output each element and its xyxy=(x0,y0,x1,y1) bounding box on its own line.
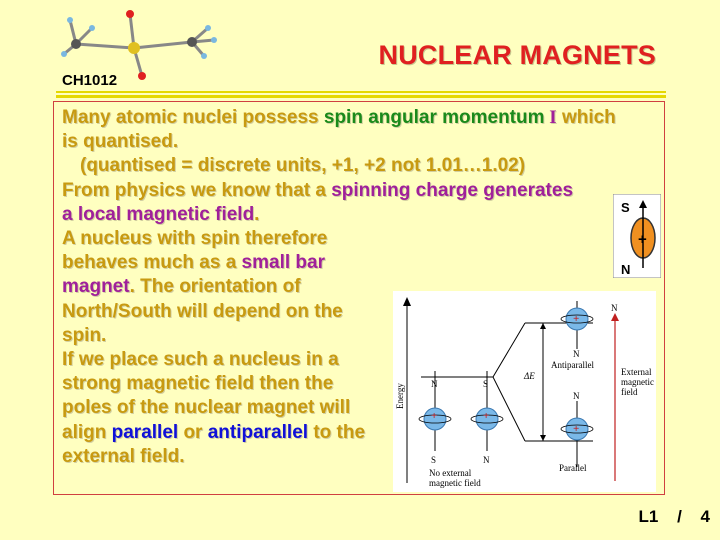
body-text: If we place such a nucleus in a strong magnetic field then the poles of the nuclear magnet will align xyxy=(62,349,351,443)
parallel-label: Parallel xyxy=(559,463,587,473)
slide-title: NUCLEAR MAGNETS xyxy=(378,40,656,70)
slide-footer xyxy=(638,507,710,527)
body-text: which is quantised. xyxy=(62,107,616,153)
body-text: Many atomic nuclei possess xyxy=(62,107,324,128)
north-label: N xyxy=(621,262,631,277)
nucleus-icon xyxy=(561,301,593,349)
north-label: N xyxy=(611,303,618,313)
highlight-small-bar-magnet: small bar magnet xyxy=(62,252,325,298)
north-label: N xyxy=(483,455,490,465)
body-text: . xyxy=(254,203,260,225)
body-text: or xyxy=(178,421,208,443)
symbol-i: I xyxy=(544,107,557,128)
energy-level-diagram xyxy=(393,291,656,492)
north-label: N xyxy=(431,379,438,389)
title-rule xyxy=(56,91,666,93)
plus-label: + xyxy=(573,313,580,325)
energy-axis-label: Energy xyxy=(395,383,405,409)
body-text: to the external field. xyxy=(62,421,366,467)
highlight-spinning-charge: spinning charge generates a local magnetic field xyxy=(62,179,574,225)
south-label: S xyxy=(431,455,437,465)
delta-e-label: ΔE xyxy=(524,371,535,381)
page-number: 4 xyxy=(700,507,710,526)
body-text: (quantised = discrete units, +1, +2 not 1.01…1.02) xyxy=(80,155,526,177)
body-text: From physics we know that a xyxy=(62,179,332,201)
highlight-parallel: parallel xyxy=(111,421,179,443)
highlight-antiparallel: antiparallel xyxy=(207,421,309,443)
bullet-bar-magnet xyxy=(62,227,392,348)
title-rule xyxy=(56,95,666,98)
north-label: N xyxy=(573,349,580,359)
external-field-label: External magnetic field xyxy=(621,367,654,397)
spinning-nucleus-icon xyxy=(613,194,661,278)
north-label: N xyxy=(573,391,580,401)
bullet-spinning-charge xyxy=(62,179,622,227)
highlight-spin-angular-momentum: spin angular momentum xyxy=(323,107,545,128)
body-text: . The orientation of North/South will depend on the spin. xyxy=(62,276,343,346)
plus-label: + xyxy=(431,410,438,422)
footer-separator: / xyxy=(677,507,682,526)
plus-label: + xyxy=(483,410,490,422)
course-code: CH1012 xyxy=(62,72,118,89)
lecture-number: L1 xyxy=(638,507,659,526)
south-label: S xyxy=(483,379,489,389)
body-text: A nucleus with spin therefore behaves much as a xyxy=(62,228,328,274)
charge-label: + xyxy=(638,231,647,248)
south-label: S xyxy=(621,200,630,215)
bullet-spin xyxy=(62,106,622,179)
bullet-alignment xyxy=(62,348,380,469)
plus-label: + xyxy=(573,423,580,435)
no-field-caption: No external magnetic field xyxy=(429,468,481,488)
antiparallel-label: Antiparallel xyxy=(551,360,594,370)
